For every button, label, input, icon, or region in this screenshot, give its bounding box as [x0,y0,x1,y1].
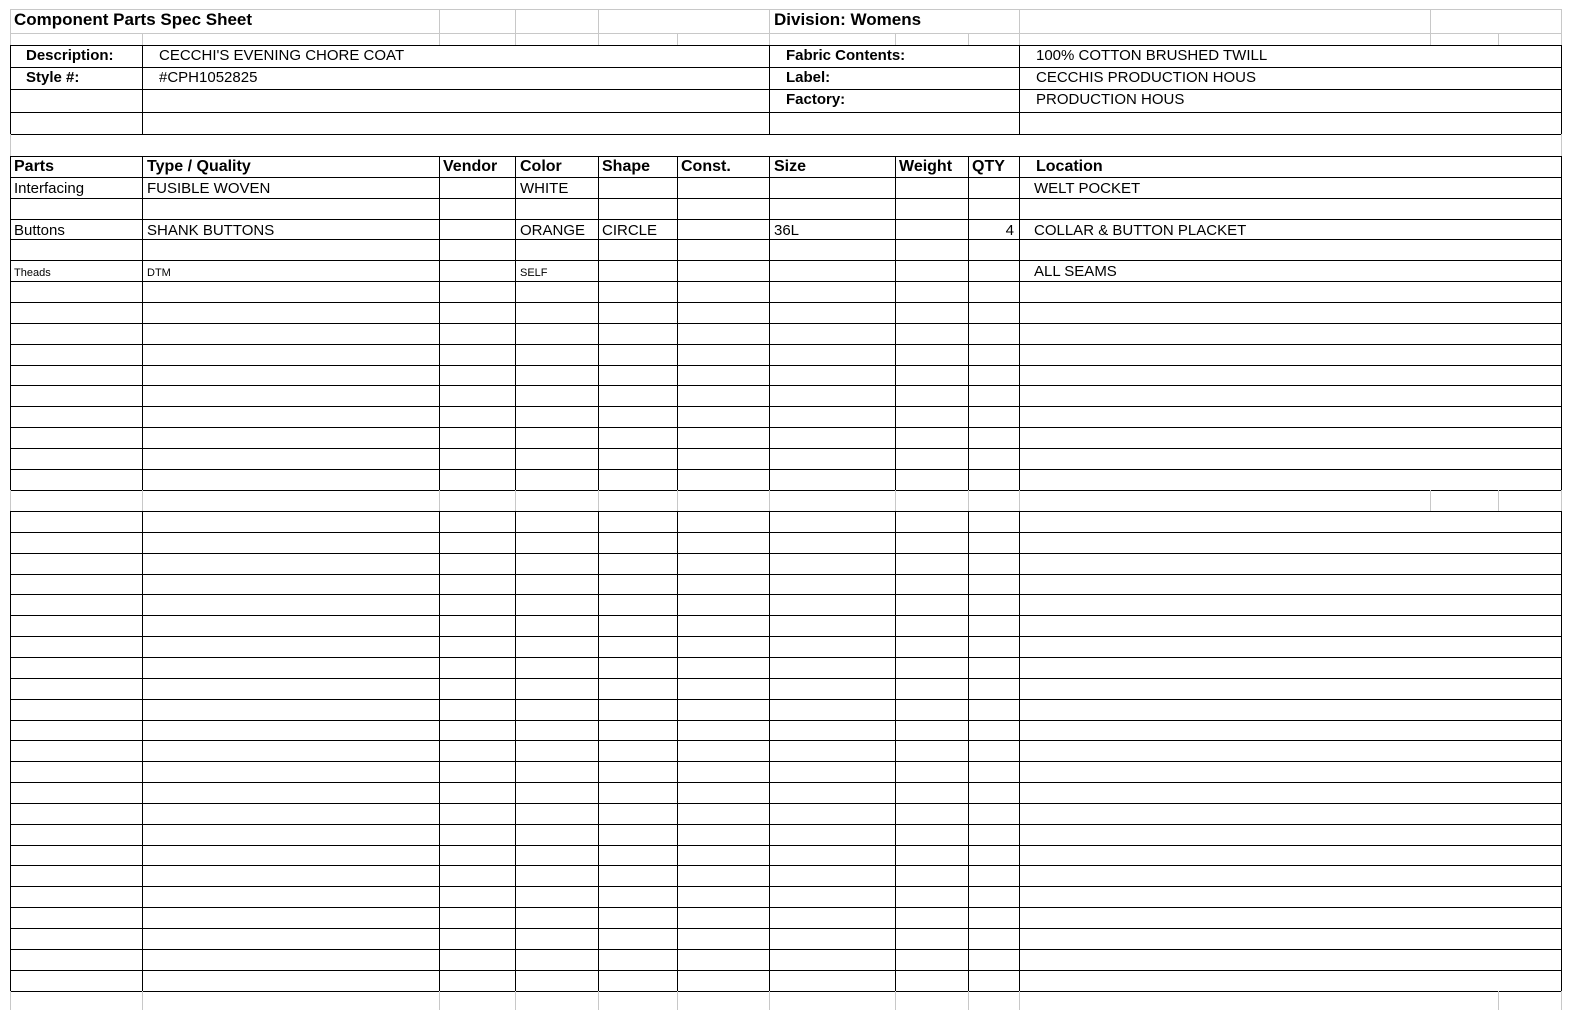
col-header-parts: Parts [14,158,55,175]
description-value[interactable]: CECCHI'S EVENING CHORE COAT [159,47,405,64]
style-label: Style #: [26,69,80,86]
col-header-qty: QTY [972,158,1005,175]
description-label: Description: [26,47,114,64]
row-type-quality[interactable]: FUSIBLE WOVEN [147,180,271,197]
row-color[interactable]: SELF [520,267,548,279]
col-header-color: Color [520,158,562,175]
factory-value[interactable]: PRODUCTION HOUS [1036,91,1185,108]
col-header-location: Location [1036,158,1103,175]
row-shape[interactable]: CIRCLE [602,222,658,239]
row-location[interactable]: WELT POCKET [1034,180,1141,197]
row-part[interactable]: Theads [14,267,51,279]
row-qty[interactable]: 4 [1005,222,1014,239]
row-location[interactable]: COLLAR & BUTTON PLACKET [1034,222,1247,239]
row-type-quality[interactable]: SHANK BUTTONS [147,222,275,239]
row-part[interactable]: Interfacing [14,180,85,197]
fabric-contents-label: Fabric Contents: [786,47,906,64]
row-location[interactable]: ALL SEAMS [1034,263,1117,280]
col-header-vendor: Vendor [443,158,498,175]
style-value[interactable]: #CPH1052825 [159,69,258,86]
label-value[interactable]: CECCHIS PRODUCTION HOUS [1036,69,1257,86]
row-color[interactable]: WHITE [520,180,569,197]
col-header-shape: Shape [602,158,651,175]
col-header-weight: Weight [899,158,953,175]
division-label: Division: Womens [774,10,922,29]
label-label: Label: [786,69,831,86]
col-header-const: Const. [681,158,731,175]
sheet-title: Component Parts Spec Sheet [14,10,253,29]
fabric-contents-value[interactable]: 100% COTTON BRUSHED TWILL [1036,47,1268,64]
row-type-quality[interactable]: DTM [147,267,171,279]
factory-label: Factory: [786,91,846,108]
col-header-size: Size [774,158,807,175]
row-part[interactable]: Buttons [14,222,65,239]
row-color[interactable]: ORANGE [520,222,586,239]
row-size[interactable]: 36L [774,222,800,239]
col-header-type-quality: Type / Quality [147,158,251,175]
